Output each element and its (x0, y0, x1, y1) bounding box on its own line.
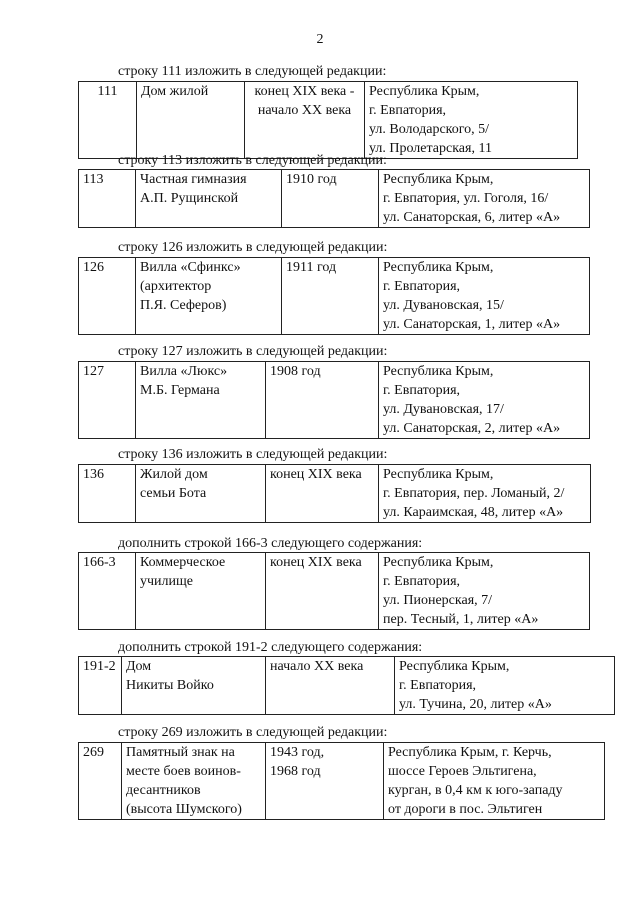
object-line: Дом жилой (141, 84, 209, 99)
instruction-111: строку 111 изложить в следующей редакции: (118, 64, 387, 79)
address-line: Республика Крым, (383, 467, 494, 482)
object-name (136, 258, 282, 335)
address-line: г. Евпатория, (383, 279, 461, 294)
object-date (266, 465, 379, 523)
object-line: (архитектор (140, 279, 212, 294)
address-line: ул. Дувановская, 15/ (383, 298, 504, 313)
object-line: семьи Бота (140, 486, 207, 501)
object-name (136, 170, 282, 228)
address-line: г. Евпатория, (369, 103, 447, 118)
object-line: Вилла «Люкс» (140, 364, 228, 379)
object-line: Вилла «Сфинкс» (140, 260, 241, 275)
address-line: ул. Пролетарская, 11 (369, 141, 492, 156)
instruction-166-3: дополнить строкой 166-3 следующего содержания: (118, 536, 423, 551)
address-line: от дороги в пос. Эльтиген (388, 802, 543, 817)
object-date (245, 82, 365, 159)
instruction-113: строку 113 изложить в следующей редакции: (118, 153, 387, 168)
row-number: 191-2 (79, 657, 122, 715)
page-number: 2 (316, 32, 324, 47)
object-name (122, 657, 266, 715)
object-line: Памятный знак на (126, 745, 235, 760)
object-line: Дом (126, 659, 152, 674)
address-line: Республика Крым, г. Керчь, (388, 745, 552, 760)
object-line: Никиты Войко (126, 678, 214, 693)
date-line: 1908 год (270, 364, 321, 379)
instruction-126: строку 126 изложить в следующей редакции: (118, 240, 388, 255)
object-line: М.Б. Германа (140, 383, 220, 398)
object-line: десантников (126, 783, 201, 798)
object-date (266, 362, 379, 439)
address-line: Республика Крым, (399, 659, 510, 674)
record-table-136 (78, 464, 591, 523)
address-line: ул. Санаторская, 1, литер «А» (383, 317, 561, 332)
table-row (79, 553, 590, 630)
object-line: А.П. Рущинской (140, 191, 239, 206)
instruction-127: строку 127 изложить в следующей редакции: (118, 344, 388, 359)
record-table-191-2 (78, 656, 615, 715)
row-number: 113 (79, 170, 136, 228)
address-line: ул. Тучина, 20, литер «А» (399, 697, 552, 712)
row-number: 136 (79, 465, 136, 523)
address-line: шоссе Героев Эльтигена, (388, 764, 537, 779)
object-date (282, 170, 379, 228)
address-line: ул. Пионерская, 7/ (383, 593, 493, 608)
object-address (365, 82, 578, 159)
instruction-269: строку 269 изложить в следующей редакции: (118, 725, 388, 740)
address-line: г. Евпатория, (383, 574, 461, 589)
object-address (379, 258, 590, 335)
address-line: ул. Дувановская, 17/ (383, 402, 504, 417)
address-line: ул. Санаторская, 2, литер «А» (383, 421, 561, 436)
table-row (79, 465, 591, 523)
object-address (379, 170, 590, 228)
object-line: училище (140, 574, 194, 589)
object-address (379, 362, 590, 439)
table-row (79, 657, 615, 715)
date-line: 1968 год (270, 764, 321, 779)
table-row (79, 82, 578, 159)
object-name (122, 743, 266, 820)
address-line: Республика Крым, (383, 260, 494, 275)
address-line: курган, в 0,4 км к юго-западу (388, 783, 563, 798)
address-line: Республика Крым, (383, 555, 494, 570)
address-line: ул. Караимская, 48, литер «А» (383, 505, 564, 520)
date-line: 1910 год (286, 172, 337, 187)
table-row (79, 258, 590, 335)
object-name (136, 553, 266, 630)
object-date (266, 743, 384, 820)
object-name (137, 82, 245, 159)
address-line: г. Евпатория, пер. Ломаный, 2/ (383, 486, 565, 501)
object-line: Жилой дом (140, 467, 208, 482)
record-table-113 (78, 169, 590, 228)
date-line: начало XX века (270, 659, 364, 674)
row-number: 126 (79, 258, 136, 335)
date-line: конец XIX века - (254, 84, 355, 99)
address-line: пер. Тесный, 1, литер «А» (383, 612, 539, 627)
address-line: г. Евпатория, (383, 383, 461, 398)
object-name (136, 465, 266, 523)
record-table-126 (78, 257, 590, 335)
date-line: 1943 год, (270, 745, 325, 760)
record-table-111 (78, 81, 578, 159)
table-row (79, 170, 590, 228)
address-line: ул. Володарского, 5/ (369, 122, 490, 137)
address-line: Республика Крым, (383, 364, 494, 379)
object-line: Частная гимназия (140, 172, 247, 187)
object-name (136, 362, 266, 439)
object-address (379, 553, 590, 630)
object-line: (высота Шумского) (126, 802, 242, 817)
object-line: П.Я. Сеферов) (140, 298, 227, 313)
date-line: начало XX века (257, 103, 352, 118)
address-line: г. Евпатория, ул. Гоголя, 16/ (383, 191, 549, 206)
address-line: г. Евпатория, (399, 678, 477, 693)
object-address (395, 657, 615, 715)
row-number: 127 (79, 362, 136, 439)
row-number: 269 (79, 743, 122, 820)
instruction-136: строку 136 изложить в следующей редакции: (118, 447, 388, 462)
record-table-166-3 (78, 552, 590, 630)
object-date (266, 553, 379, 630)
date-line: конец XIX века (270, 467, 362, 482)
table-row (79, 362, 590, 439)
object-address (384, 743, 605, 820)
object-date (266, 657, 395, 715)
instruction-191-2: дополнить строкой 191-2 следующего содержания: (118, 640, 423, 655)
address-line: ул. Санаторская, 6, литер «А» (383, 210, 561, 225)
row-number: 111 (79, 82, 137, 159)
record-table-269 (78, 742, 605, 820)
row-number: 166-3 (79, 553, 136, 630)
object-date (282, 258, 379, 335)
date-line: конец XIX века (270, 555, 362, 570)
address-line: Республика Крым, (383, 172, 494, 187)
object-address (379, 465, 591, 523)
record-table-127 (78, 361, 590, 439)
object-line: месте боев воинов- (126, 764, 241, 779)
object-line: Коммерческое (140, 555, 226, 570)
address-line: Республика Крым, (369, 84, 480, 99)
date-line: 1911 год (286, 260, 337, 275)
table-row (79, 743, 605, 820)
